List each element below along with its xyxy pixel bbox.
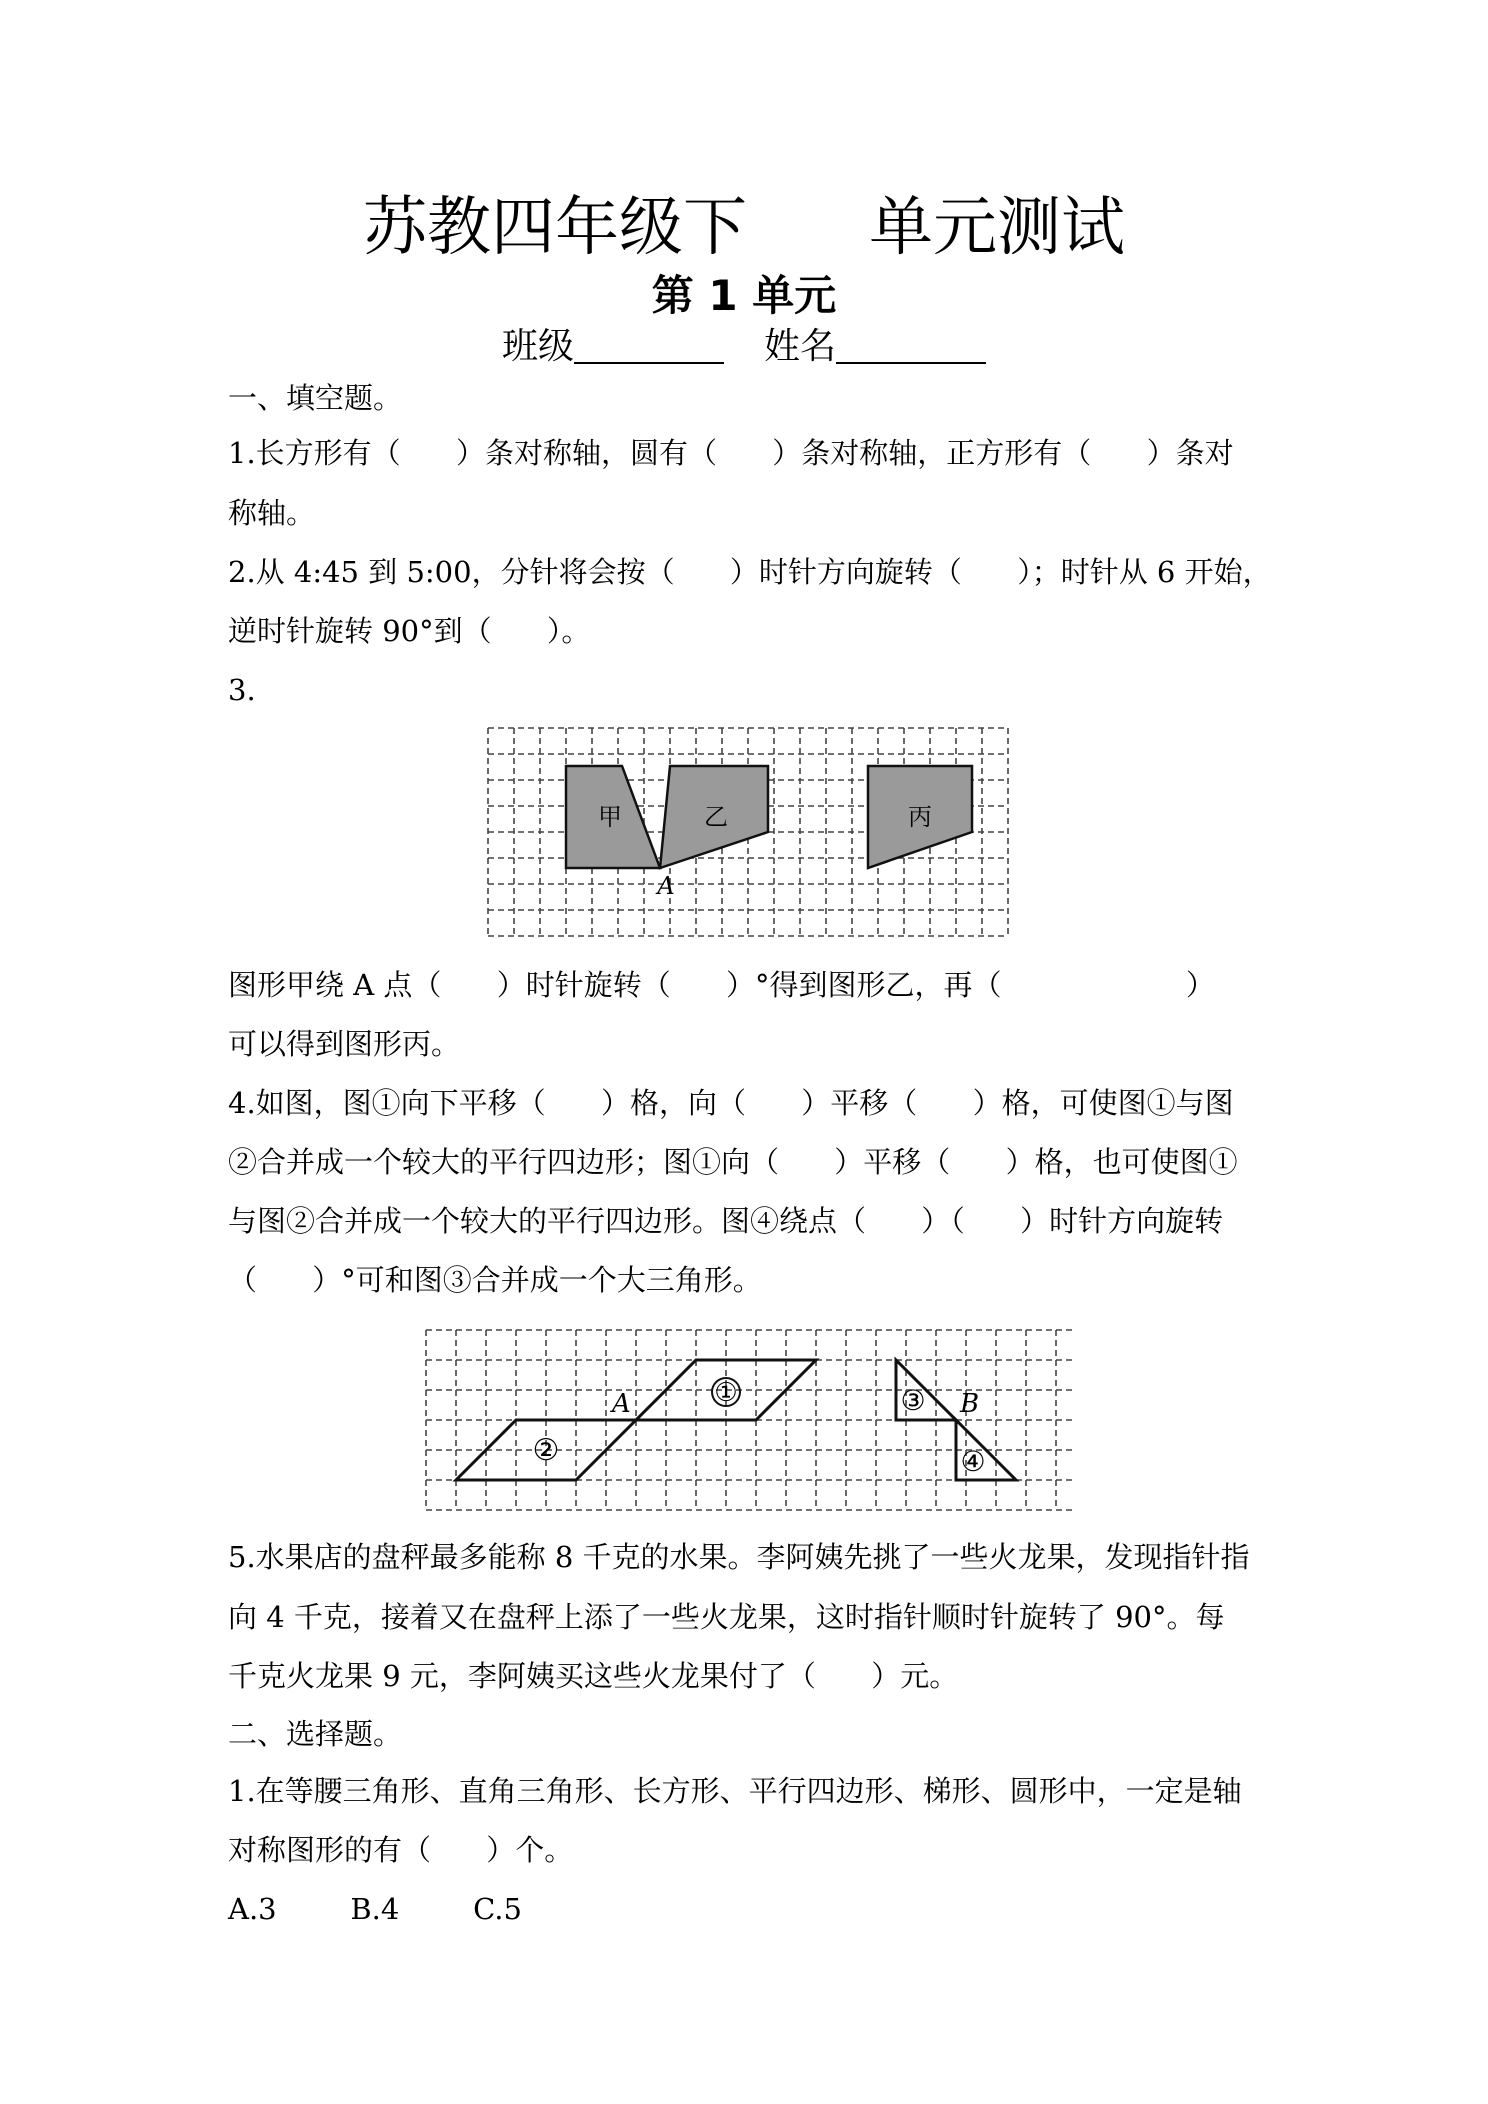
label-bing: 丙 (908, 803, 932, 831)
q3-line2: 可以得到图形丙。 (228, 1027, 461, 1061)
page-title: 苏教四年级下 单元测试 (362, 191, 1126, 265)
section1-heading: 一、填空题。 (228, 381, 403, 415)
label-shape-2: ② (532, 1433, 560, 1468)
class-blank[interactable] (574, 326, 724, 364)
s2-q1-options: A.3 B.4 C.5 (228, 1892, 522, 1926)
q5-line2: 向 4 千克，接着又在盘秤上添了一些火龙果，这时指针顺时针旋转了 90°。每 (228, 1600, 1225, 1634)
q3-number: 3. (228, 673, 256, 707)
q4-line2: ②合并成一个较大的平行四边形；图①向（ ）平移（ ）格，也可使图① (228, 1145, 1238, 1179)
point-a-label-2: A (612, 1389, 631, 1419)
label-jia: 甲 (598, 803, 622, 831)
section2-heading: 二、选择题。 (228, 1717, 403, 1751)
q1-line1: 1.长方形有（ ）条对称轴，圆有（ ）条对称轴，正方形有（ ）条对 (228, 436, 1234, 470)
q2-line2: 逆时针旋转 90°到（ ）。 (228, 614, 591, 648)
s2-q1-line2: 对称图形的有（ ）个。 (228, 1833, 574, 1867)
name-blank[interactable] (836, 326, 986, 364)
translation-figure-grid (426, 1330, 1076, 1510)
q4-line4: （ ）°可和图③合并成一个大三角形。 (228, 1263, 762, 1297)
q1-line2: 称轴。 (228, 496, 316, 530)
q4-line3: 与图②合并成一个较大的平行四边形。图④绕点（ ）（ ）时针方向旋转 (228, 1204, 1224, 1238)
student-info-line (0, 322, 1488, 372)
unit-title: 第 1 单元 (651, 271, 837, 320)
class-label: 班级 (501, 326, 574, 367)
s2-q1-line1: 1.在等腰三角形、直角三角形、长方形、平行四边形、梯形、圆形中，一定是轴 (228, 1774, 1242, 1808)
rotation-figure-grid (488, 728, 1008, 941)
q5-line3: 千克火龙果 9 元，李阿姨买这些火龙果付了（ ）元。 (228, 1659, 959, 1693)
label-yi: 乙 (704, 803, 728, 831)
label-shape-4: ④ (960, 1445, 986, 1478)
label-shape-1: ① (714, 1378, 738, 1408)
q2-line1: 2.从 4:45 到 5:00，分针将会按（ ）时针方向旋转（ ）；时针从 6 开始， (228, 555, 1272, 589)
name-label: 姓名 (764, 326, 837, 367)
label-shape-3: ③ (900, 1384, 926, 1417)
q5-line1: 5.水果店的盘秤最多能称 8 千克的水果。李阿姨先挑了一些火龙果，发现指针指 (228, 1540, 1250, 1574)
point-a-label: A (657, 872, 675, 900)
q3-line1: 图形甲绕 A 点（ ）时针旋转（ ）°得到图形乙，再（ ） (228, 968, 1215, 1002)
q4-line1: 4.如图，图①向下平移（ ）格，向（ ）平移（ ）格，可使图①与图 (228, 1086, 1234, 1120)
point-b-label: B (960, 1389, 980, 1419)
